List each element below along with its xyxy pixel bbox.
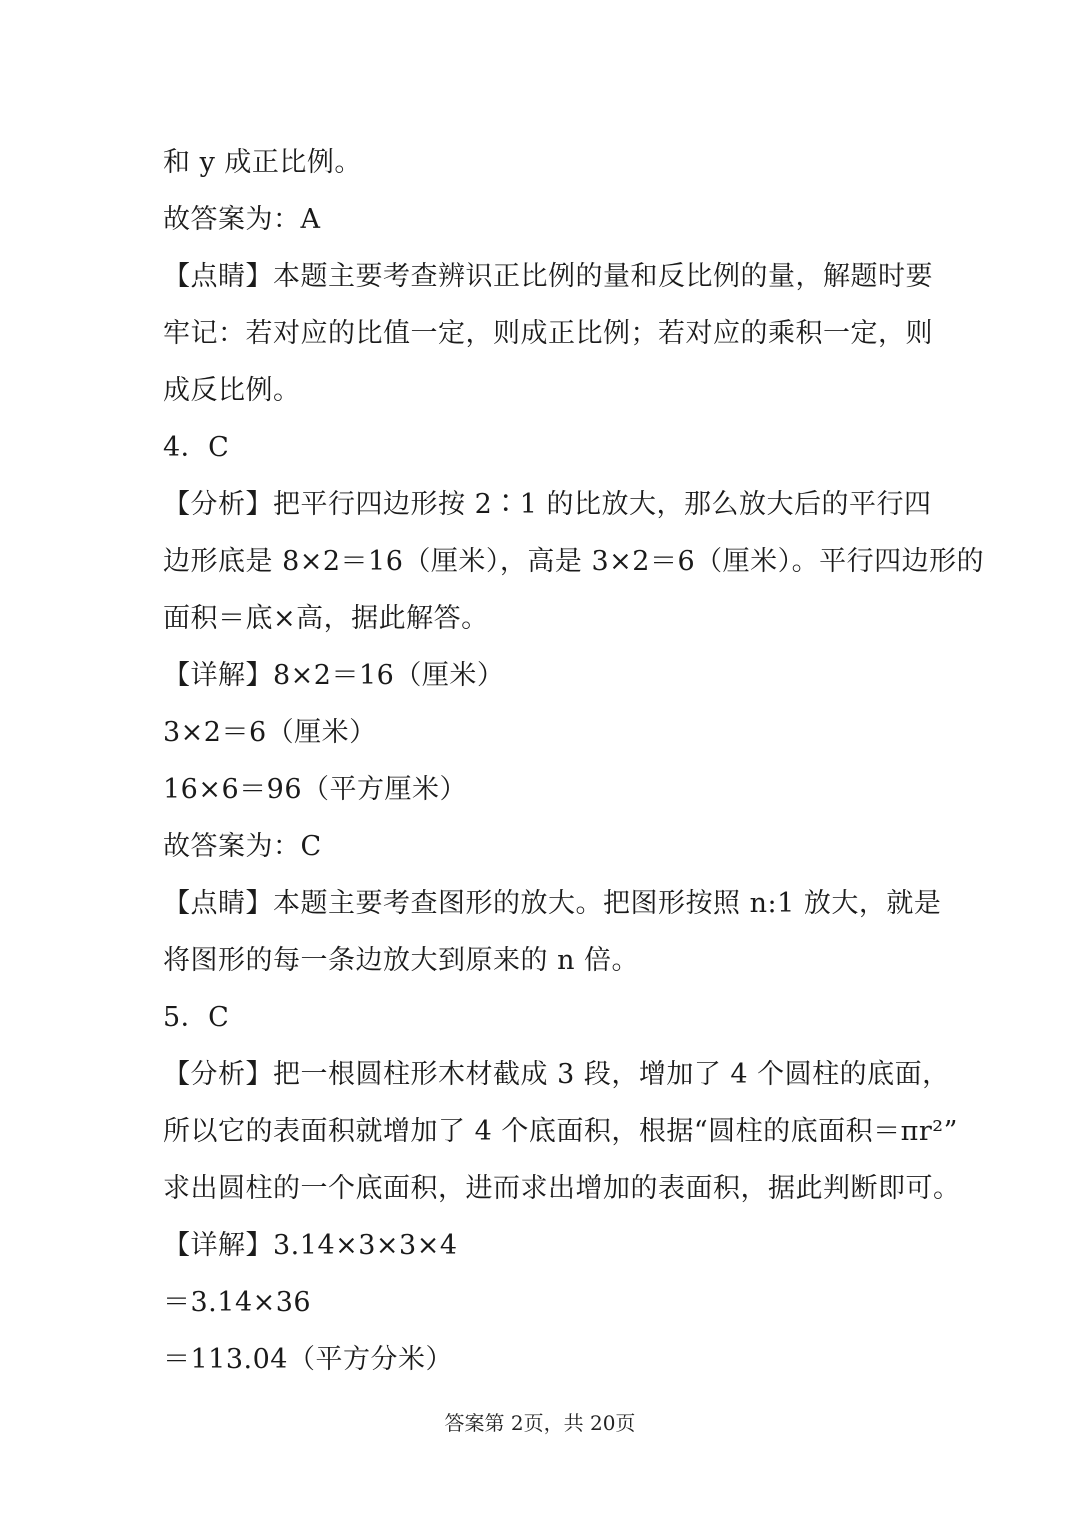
text-line: 求出圆柱的一个底面积，进而求出增加的表面积，据此判断即可。 (163, 1173, 961, 1204)
text-line: 将图形的每一条边放大到原来的 n 倍。 (163, 945, 640, 976)
text-line: 面积＝底×高，据此解答。 (163, 603, 489, 634)
text-line: 【点睛】本题主要考查辨识正比例的量和反比例的量，解题时要 (163, 261, 933, 292)
text-line: ＝3.14×36 (163, 1287, 312, 1318)
text-line: 成反比例。 (163, 375, 301, 406)
text-line: 【分析】把平行四边形按 2∶1 的比放大，那么放大后的平行四 (163, 489, 932, 520)
text-line: 所以它的表面积就增加了 4 个底面积，根据“圆柱的底面积＝πr²” (163, 1116, 958, 1147)
text-line: 牢记：若对应的比值一定，则成正比例；若对应的乘积一定，则 (163, 318, 933, 349)
text-line: 故答案为：C (163, 831, 322, 862)
text-line: 故答案为：A (163, 204, 321, 235)
answer-text-block (163, 134, 985, 1388)
text-line: ＝113.04（平方分米） (163, 1344, 453, 1375)
text-line: 【详解】3.14×3×3×4 (163, 1230, 458, 1261)
text-line: 【详解】8×2＝16（厘米） (163, 660, 505, 691)
text-line: 16×6＝96（平方厘米） (163, 774, 468, 805)
question-number: 5．C (163, 1002, 230, 1033)
text-line: 和 y 成正比例。 (163, 147, 362, 178)
page-footer: 答案第 2页，共 20页 (444, 1411, 636, 1435)
text-line: 边形底是 8×2＝16（厘米），高是 3×2＝6（厘米）。平行四边形的 (163, 546, 985, 577)
question-number: 4．C (163, 432, 230, 463)
text-line: 【分析】把一根圆柱形木材截成 3 段，增加了 4 个圆柱的底面， (163, 1059, 950, 1090)
text-line: 【点睛】本题主要考查图形的放大。把图形按照 n:1 放大，就是 (163, 888, 942, 919)
text-line: 3×2＝6（厘米） (163, 717, 377, 748)
